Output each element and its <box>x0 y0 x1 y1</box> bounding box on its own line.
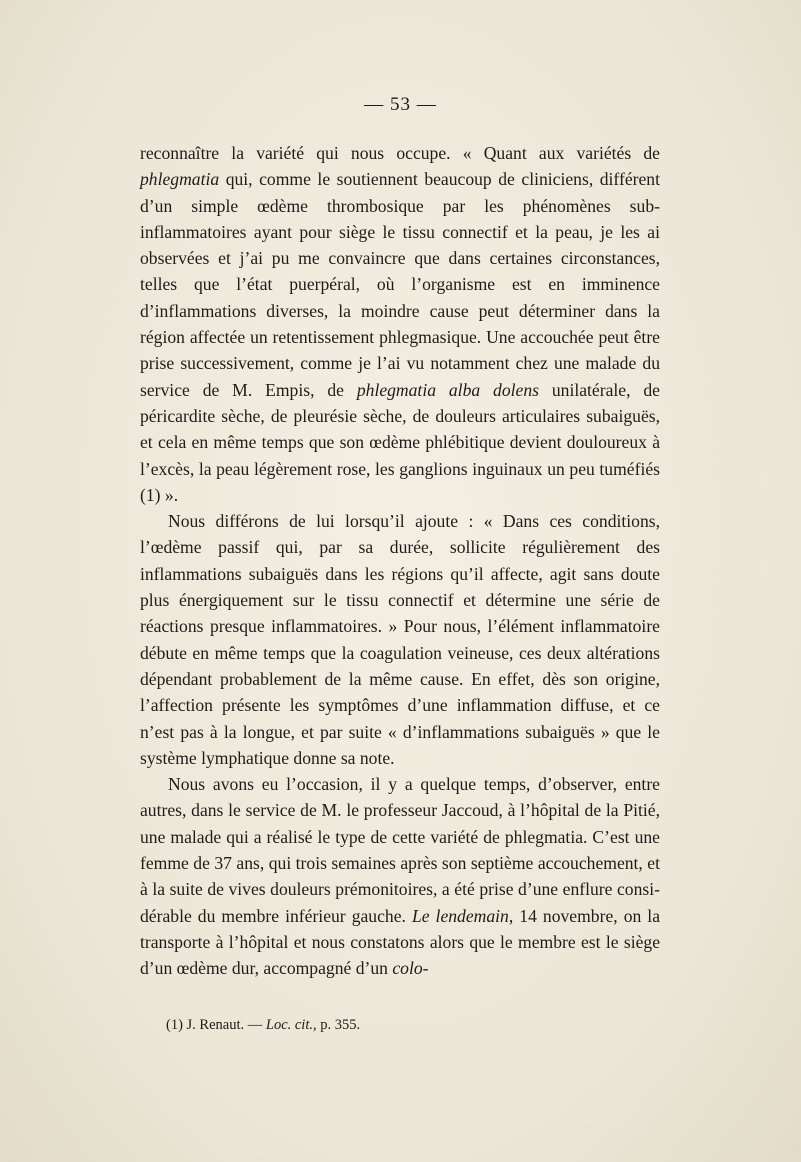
paragraph-2 <box>140 508 660 771</box>
page-number: — 53 — <box>364 94 437 115</box>
footnote-text: , p. 355. <box>313 1017 361 1033</box>
footnote-text: (1) J. Renaut. — <box>166 1017 266 1033</box>
italic-run: Le lendemain <box>411 905 509 926</box>
text-run: Nous avons eu l’occasion, il y a quelque temps, d’observer, entre autres, dans le service de M. le professeur Jaccoud, à l’hôpital de la Pitié, une malade qui a réalisé le type de cette variété de phlegmatia. C’est une femme de 37 ans, qui trois semaines après son septième accouchement, et à la suite de vives douleurs prémonitoires, a été prise d’une enflure considérable du membre inférieur gauche. <box>140 774 660 926</box>
text-run: qui, comme le soutiennent beaucoup de cliniciens, différent d’un simple œdème thrombosique par les phénomènes sub-inflammatoires ayant pour siège le tissu connectif et la peau, je les ai observées et j’ai pu me convaincre que dans certaines circonstances, telles que l’état puerpéral, où l’organisme est en imminence d’inflammations diverses, la moindre cause peut déterminer dans la région affectée un retentissement phlegmasique. Une accouchée peut être prise successivement, comme je l’ai vu notamment chez une malade du service de M. Empis, de <box>140 169 660 400</box>
text-run: Nous différons de lui lorsqu’il ajoute : « Dans ces conditions, l’œdème passif qui, par sa durée, sollicite régulièrement des inflammations subaiguës dans les régions qu’il affecte, agit sans doute plus énergiquement sur le tissu connectif et détermine une série de réactions presque inflammatoires. » Pour nous, l’élément inflammatoire débute en même temps que la coagulation veineuse, ces deux altérations dépendant probablement de la même cause. En effet, dès son origine, l’affection présente les symptômes d’une inflammation diffuse, et ce n’est pas à la longue, et par suite « d’inflammations subaiguës » que le système lymphatique donne sa note. <box>140 511 660 768</box>
italic-run: phlegmatia <box>140 169 220 190</box>
paragraph-3 <box>140 771 660 981</box>
body-text <box>140 140 660 982</box>
text-run: unilatérale, de péricardite sèche, de pleurésie sèche, de douleurs articulaires subaiguës, et cela en même temps que son œdème phlébitique devient douloureux à l’excès, la peau légèrement rose, les ganglions inguinaux un peu tuméfiés (1) ». <box>140 379 660 505</box>
paragraph-1 <box>140 140 660 508</box>
footnote <box>166 1015 666 1035</box>
footnote-italic: Loc. cit. <box>265 1017 313 1033</box>
italic-run: phlegmatia alba dolens <box>356 379 539 400</box>
text-run: reconnaître la variété qui nous occupe. « Quant aux variétés de <box>140 143 660 163</box>
text-run: , 14 novembre, on la transporte à l’hôpital et nous constatons alors que le membre est le siège d’un œdème dur, accompagné d’un <box>140 905 661 979</box>
italic-run: colo- <box>392 958 429 979</box>
